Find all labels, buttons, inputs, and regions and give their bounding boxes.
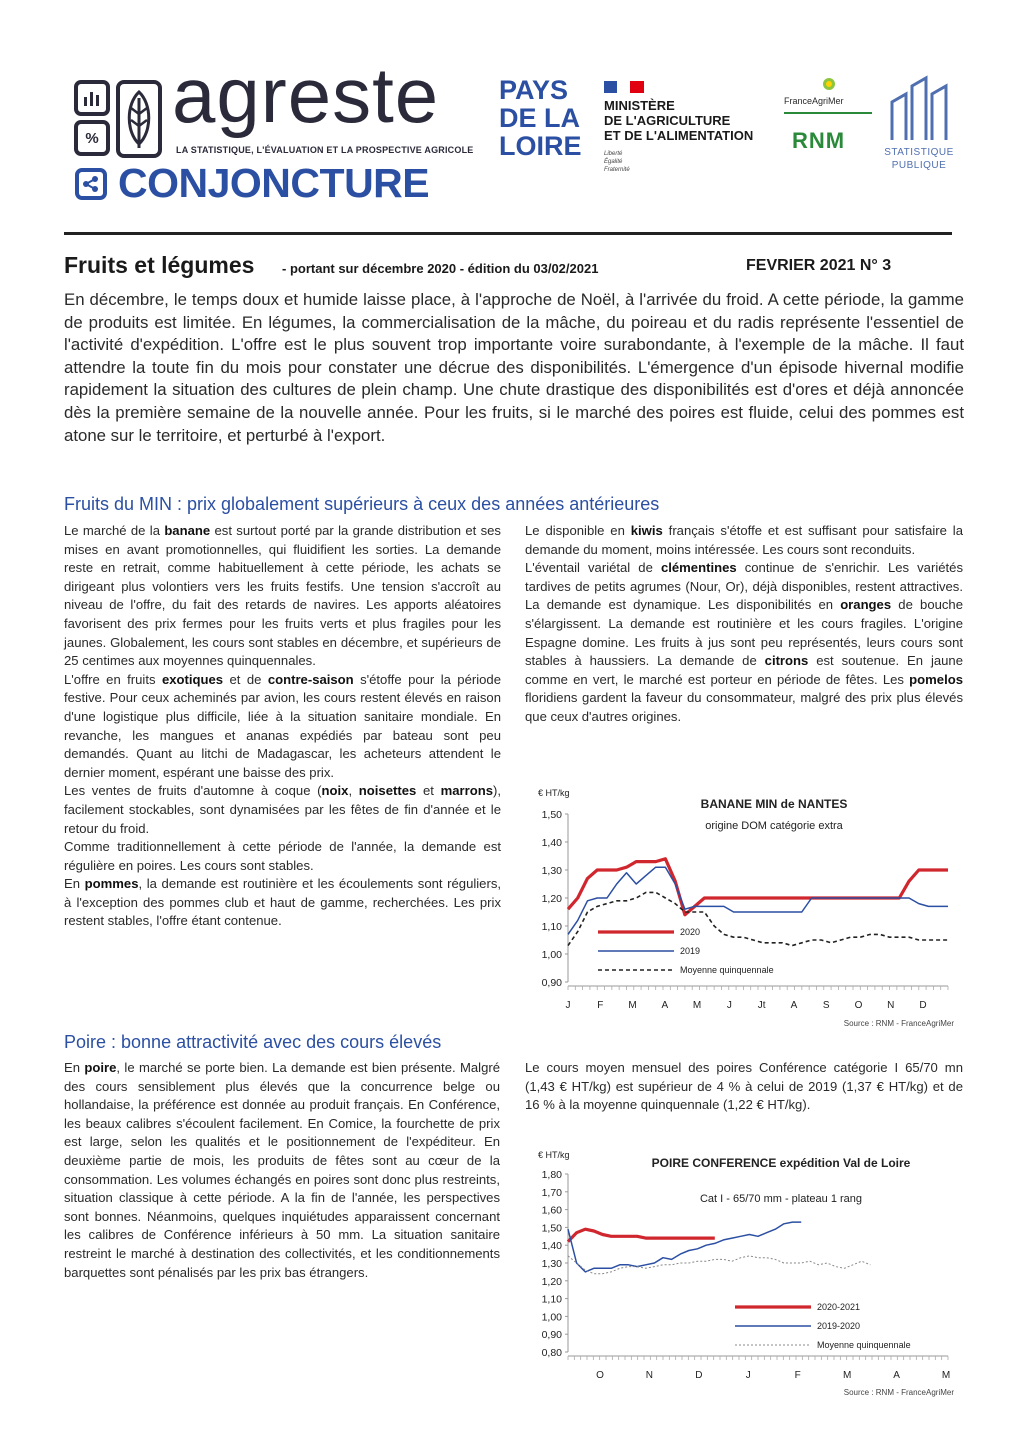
chart-title: POIRE CONFERENCE expédition Val de Loire — [651, 1156, 911, 1170]
logo-divider — [784, 112, 872, 114]
y-axis-label: € HT/kg — [538, 1150, 570, 1160]
y-tick-label: 1,40 — [541, 1240, 562, 1253]
series-line — [568, 892, 948, 945]
x-tick-label: J — [745, 1370, 751, 1381]
series-line — [568, 1256, 870, 1274]
bar-chart-icon — [74, 80, 110, 116]
chart-source: Source : RNM - FranceAgriMer — [843, 1388, 954, 1397]
legend-label: Moyenne quinquennale — [817, 1340, 911, 1350]
paragraph: Comme traditionnellement à cette période de l'année, la demande est régulière en poires. Les cours sont stables. — [64, 839, 501, 873]
x-tick-label: A — [893, 1370, 900, 1381]
x-tick-label: F — [597, 1000, 604, 1011]
franceagrimer-logo-icon — [820, 76, 838, 92]
y-tick-label: 1,80 — [541, 1169, 562, 1181]
y-tick-label: 1,30 — [541, 865, 562, 877]
y-tick-label: 1,30 — [541, 1258, 562, 1270]
x-tick-label: D — [919, 1000, 927, 1011]
legend-label: 2019-2020 — [817, 1321, 861, 1331]
page-title: Fruits et légumes — [64, 252, 255, 278]
percent-icon: % — [74, 120, 110, 156]
leaf-icon — [116, 80, 162, 158]
paragraph: L'offre en fruits exotiques et de contre-saison s'étoffe pour la période festive. Pour ceux acheminés par avion, les cours restent élevés en raison d'une logistique plus difficile, liée à la situation sanitaire mondiale. En revanche, les mangues et ananas expédiés par bateau sont peu demandés. Quant au litchi de Madagascar, les acheteurs attendent le dernier moment, espérant une baisse des prix. — [64, 671, 501, 780]
stat-line: PUBLIQUE — [891, 160, 947, 171]
x-tick-label: A — [661, 1000, 669, 1011]
paragraph: En poire, le marché se porte bien. La demande est bien présente. Malgré des cours sensiblement plus élevés que la concurrence belge ou hollandaise, la préférence est donnée au produit français. En Conférence, les beaux calibres s'écoulent facilement. En Comice, la fourchette de prix est large, selon les qualités et le positionnement de l'expéditeur. En deuxième partie de mois, les produits de fêtes sont au cœur de la consommation. Les volumes échangés en poires sont donc plus restreints, situation classique à cette période. A la fin de l'année, les perspectives sont bonnes. Néanmoins, quelques inquiétudes apparaissent concernant les calibres de Conférence inférieurs à 50 mm. La situation sanitaire restreint le marché à destination des collectivités, et les conditionnements barquettes sont pénalisés par les prix bas étrangers. — [64, 1060, 501, 1280]
region-line: LOIRE — [499, 131, 582, 161]
legend-label: Moyenne quinquennale — [680, 965, 774, 975]
x-tick-label: J — [726, 1000, 732, 1011]
legend-label: 2019 — [680, 946, 701, 956]
issue-number: FEVRIER 2021 N° 3 — [746, 257, 892, 274]
paragraph: En pommes, la demande est routinière et les écoulements sont réguliers, à l'exception des pommes club et haut de gamme, recherchées. Les prix restent stables, l'offre étant contenue. — [64, 876, 501, 929]
intro-paragraph: En décembre, le temps doux et humide laisse place, à l'approche de Noël, à l'arrivée du froid. A cette période, la gamme de produits est limitée. En légumes, la commercialisation de la mâche, du poireau et du radis représente l'essentiel de l'activité d'expédition. L'offre est le plus souvent trop importante voire surabondante, à l'exemple de la mâche. Il faut attendre la toute fin du mois pour constater une décrue des disponibilités. L'émergence d'un épisode hivernal modifie rapidement la situation des cultures de plein champ. Une chute drastique des disponibilités est d'ores et déjà annoncée dès la première semaine de la nouvelle année. Pour les fruits, si le marché des poires est fluide, celui des pommes est atone sur le territoire, et perturbé à l'export. — [64, 290, 964, 445]
section2-left-column — [64, 1059, 500, 1282]
y-tick-label: 0,90 — [541, 1329, 562, 1342]
motto-line: Égalité — [604, 159, 623, 165]
x-tick-label: M — [941, 1370, 951, 1381]
rnm-logo: RNM — [792, 128, 846, 153]
y-tick-label: 0,80 — [541, 1347, 562, 1359]
section1-left-column — [64, 522, 501, 931]
y-tick-label: 1,00 — [541, 949, 562, 961]
x-tick-label: D — [695, 1370, 703, 1381]
franceagrimer-logo: FranceAgriMer — [784, 96, 844, 106]
y-tick-label: 1,40 — [541, 837, 562, 849]
chart-source: Source : RNM - FranceAgriMer — [843, 1019, 954, 1028]
paragraph: Les ventes de fruits d'automne à coque (noix, noisettes et marrons), facilement stockables, sont dynamisées par les fêtes de fin d'année et le retour du froid. — [64, 783, 501, 836]
agreste-wordmark: agreste — [172, 51, 440, 139]
y-tick-label: 1,20 — [541, 893, 562, 905]
y-tick-label: 1,50 — [541, 1222, 562, 1235]
x-tick-label: J — [565, 1000, 571, 1011]
y-tick-label: 1,20 — [541, 1275, 562, 1288]
x-tick-label: O — [596, 1370, 604, 1381]
statistique-publique-label — [882, 146, 956, 172]
motto-line: Fraternité — [604, 167, 630, 173]
chart-title: BANANE MIN de NANTES — [700, 797, 848, 811]
paragraph: Le marché de la banane est surtout porté par la grande distribution et ses mises en avant promotionnelles, qui fluidifient les sorties. La demande reste en retrait, comme habituellement à cette période, les achats se dirigeant plus volontiers vers les fruits festifs. Une tension s'accroît au niveau de l'offre, du fait des retards de navires. Les apports aléatoires favorisent des prix fermes pour les fruits verts et plus fragiles pour les jaunes. Globalement, les cours sont stables en décembre, et supérieurs de 25 centimes aux moyennes quinquennales. — [64, 523, 501, 669]
x-tick-label: N — [887, 1000, 895, 1011]
x-tick-label: M — [628, 1000, 637, 1011]
region-line: PAYS — [499, 75, 569, 105]
ministry-name — [604, 98, 753, 143]
paragraph: L'éventail variétal de clémentines continue de s'enrichir. Les variétés tardives de petits agrumes (Nour, Or), déjà disponibles, restent attractives. La demande est dynamique. Les disponibilités en oranges de bouche s'élargissent. La demande est routinière et les cours fragiles. L'origine Espagne domine. Les fruits à jus sont peu représentés, leurs cours sont stables à haussiers. La demande de citrons est soutenue. En jaune comme en vert, le marché est porteur en période de fêtes. Les pomelos floridiens gardent la faveur du consommateur, malgré des prix plus élevés que ceux d'autres origines. — [525, 560, 963, 724]
section-title: Fruits du MIN : prix globalement supérieurs à ceux des années antérieures — [64, 494, 660, 514]
x-tick-label: N — [645, 1370, 654, 1381]
x-tick-label: Jt — [757, 1000, 766, 1011]
legend-label: 2020-2021 — [817, 1302, 861, 1312]
x-tick-label: M — [692, 1000, 702, 1011]
republic-motto — [604, 150, 630, 174]
region-line: DE LA — [499, 103, 580, 133]
y-tick-label: 0,90 — [541, 977, 562, 989]
x-tick-label: S — [822, 1000, 830, 1011]
legend-label: 2020 — [680, 927, 701, 937]
banane-price-chart — [520, 786, 964, 1032]
chart-subtitle: origine DOM catégorie extra — [705, 820, 843, 832]
ministry-line: ET DE L'ALIMENTATION — [604, 128, 754, 143]
series-name: CONJONCTURE — [118, 160, 430, 206]
motto-line: Liberté — [604, 151, 623, 157]
x-tick-label: M — [842, 1370, 852, 1381]
marianne-flag-icon — [604, 80, 644, 92]
x-tick-label: F — [794, 1370, 801, 1381]
region-name — [499, 76, 582, 160]
y-tick-label: 1,70 — [541, 1186, 562, 1199]
paragraph: Le disponible en kiwis français s'étoffe et est suffisant pour satisfaire la demande du moment, moins intéressée. Les cours sont reconduits. — [525, 523, 963, 557]
agreste-tagline: LA STATISTIQUE, L'ÉVALUATION ET LA PROSPECTIVE AGRICOLE — [176, 145, 474, 155]
section1-right-column — [525, 522, 963, 727]
x-tick-label: O — [854, 1000, 863, 1011]
y-tick-label: 1,10 — [541, 921, 562, 933]
x-tick-label: A — [790, 1000, 798, 1011]
poire-price-chart — [520, 1146, 964, 1400]
header-rule — [64, 232, 952, 235]
series-line — [568, 1229, 715, 1241]
page-subtitle: - portant sur décembre 2020 - édition du 03/02/2021 — [282, 261, 599, 276]
chart-subtitle: Cat I - 65/70 mm - plateau 1 rang — [699, 1193, 863, 1205]
y-tick-label: 1,60 — [541, 1204, 562, 1217]
network-icon — [75, 168, 107, 200]
series-line — [568, 859, 948, 915]
ministry-line: DE L'AGRICULTURE — [604, 113, 731, 128]
section-title: Poire : bonne attractivité avec des cours élevés — [64, 1032, 442, 1052]
paragraph: Le cours moyen mensuel des poires Conférence catégorie I 65/70 mn (1,43 € HT/kg) est supérieur de 4 % à celui de 2019 (1,37 € HT/kg) et de 16 % à la moyenne quinquennale (1,22 € HT/kg). — [525, 1060, 963, 1113]
section2-right-column — [525, 1059, 963, 1115]
y-tick-label: 1,10 — [541, 1293, 562, 1306]
y-axis-label: € HT/kg — [538, 788, 570, 798]
y-tick-label: 1,50 — [541, 809, 562, 821]
ministry-line: MINISTÈRE — [604, 98, 675, 113]
y-tick-label: 1,00 — [541, 1311, 562, 1324]
series-line — [568, 1222, 801, 1272]
stat-line: STATISTIQUE — [884, 147, 954, 158]
statistique-publique-logo-icon — [888, 72, 952, 142]
